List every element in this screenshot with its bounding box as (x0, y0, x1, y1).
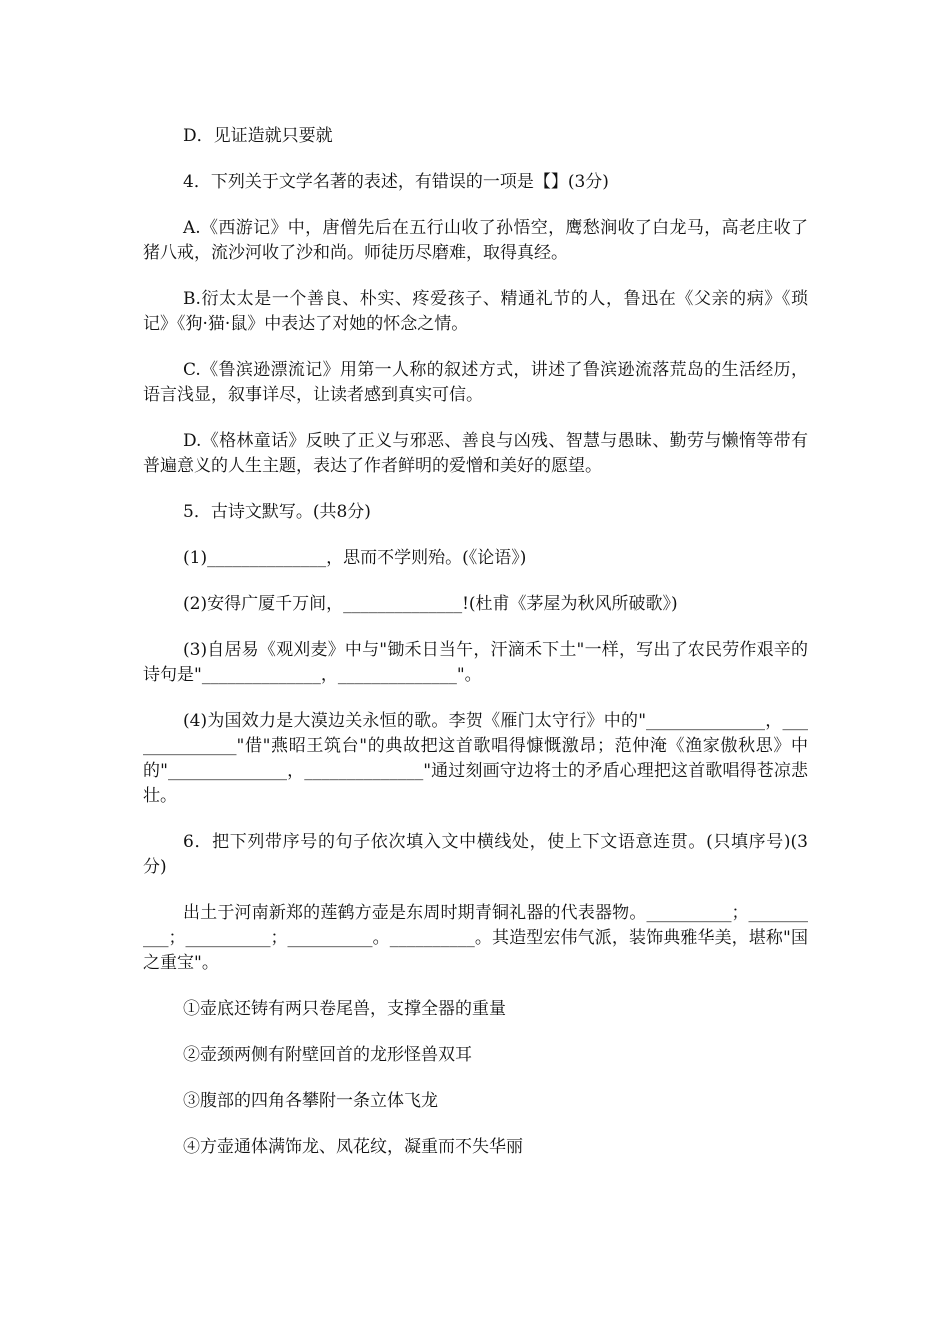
document-page (143, 124, 808, 1181)
option-d-previous: D．见证造就只要就 (183, 126, 333, 146)
question-6-sentence-1: ①壶底还铸有两只卷尾兽，支撑全器的重量 (183, 999, 506, 1019)
question-5-item-2: (2)安得广厦千万间，______________!(杜甫《茅屋为秋风所破歌》) (183, 594, 678, 614)
question-6-sentence-2: ②壶颈两侧有附壁回首的龙形怪兽双耳 (183, 1045, 472, 1065)
question-6-passage: 出土于河南新郑的莲鹤方壶是东周时期青铜礼器的代表器物。__________；__________；__________；__________。__________。其造型宏伟气派，装饰典雅华美，堪称"国之重宝"。 (143, 903, 808, 973)
question-5-title: 5．古诗文默写。(共8分) (183, 502, 371, 522)
question-4-title: 4．下列关于文学名著的表述，有错误的一项是【】(3分) (183, 172, 609, 192)
question-5-item-1: (1)______________，思而不学则殆。(《论语》) (183, 548, 527, 568)
question-4-option-d: D.《格林童话》反映了正义与邪恶、善良与凶残、智慧与愚昧、勤劳与懒惰等带有普遍意义的人生主题，表达了作者鲜明的爱憎和美好的愿望。 (143, 431, 808, 476)
question-5-item-3: (3)自居易《观刈麦》中与"锄禾日当午，汗滴禾下土"一样，写出了农民劳作艰辛的诗句是"______________，______________"。 (143, 640, 808, 685)
question-6-sentence-3: ③腹部的四角各攀附一条立体飞龙 (183, 1091, 438, 1111)
question-4-option-b: B.衍太太是一个善良、朴实、疼爱孩子、精通礼节的人，鲁迅在《父亲的病》《琐记》《狗·猫·鼠》中表达了对她的怀念之情。 (143, 289, 808, 334)
question-4-option-c: C.《鲁滨逊漂流记》用第一人称的叙述方式，讲述了鲁滨逊流落荒岛的生活经历，语言浅显，叙事详尽，让读者感到真实可信。 (143, 360, 808, 405)
question-5-item-4: (4)为国效力是大漠边关永恒的歌。李贺《雁门太守行》中的"______________，______________"借"燕昭王筑台"的典故把这首歌唱得慷慨激昂；范仲淹《渔家傲秋思》中的"______________，______________"通过刻画守边将士的矛盾心理把这首歌唱得苍凉悲壮。 (143, 711, 808, 806)
question-4-option-a: A.《西游记》中，唐僧先后在五行山收了孙悟空，鹰愁涧收了白龙马，高老庄收了猪八戒，流沙河收了沙和尚。师徒历尽磨难，取得真经。 (143, 218, 808, 263)
question-6-title: 6．把下列带序号的句子依次填入文中横线处，使上下文语意连贯。(只填序号)(3分) (143, 832, 808, 877)
question-6-sentence-4: ④方壶通体满饰龙、凤花纹，凝重而不失华丽 (183, 1137, 523, 1157)
